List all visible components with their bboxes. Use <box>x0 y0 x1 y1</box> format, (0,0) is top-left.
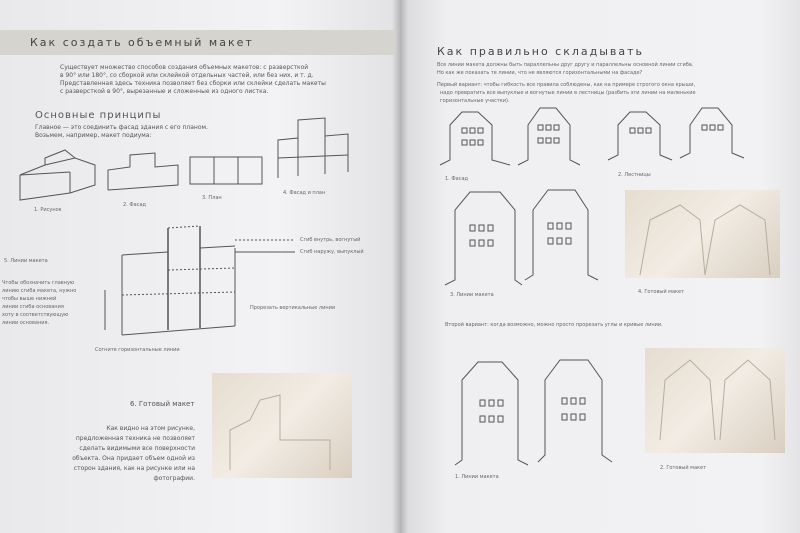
right-page-title: Как правильно складывать <box>437 45 645 58</box>
fig5-model-lines-drawing <box>105 226 295 335</box>
caption-fig6: 6. Готовый макет <box>130 400 195 408</box>
closing-text-6: фотографии. <box>153 475 195 482</box>
fold-text-4: линии сгиба основания <box>2 304 64 310</box>
caption-fig4: 4. Фасад и план <box>283 190 326 196</box>
closing-text-3: сделать видимыми все поверхности <box>79 445 195 452</box>
caption-fig1: 1. Рисунок <box>34 207 62 213</box>
caption-fig5: 5. Линии макета <box>4 258 48 264</box>
caption-r2: 2. Лестницы <box>618 172 651 178</box>
right-intro-2: Но как же показать те линии, что не являются горизонтальными на фасаде? <box>437 70 643 76</box>
right-intro-1: Все линии макета должны быть параллельны друг другу и параллельны основной линии сгиба. <box>437 62 694 68</box>
caption-r5: 1. Линии макета <box>455 474 499 480</box>
r-fig1-facade-drawing <box>440 108 580 165</box>
closing-text-2: предложенная техника не позволяет <box>75 435 195 442</box>
caption-r4: 4. Готовый макет <box>638 289 685 295</box>
legend-cut-vertical: Прорезать вертикальные линии <box>250 305 336 311</box>
left-intro-line-4: с разверсткой в 90°, вырезанные и сложенные из одного листка. <box>60 88 269 95</box>
left-intro-line-1: Существует множество способов создания объемных макетов: с разверсткой <box>60 64 309 71</box>
caption-fig3: 3. План <box>202 195 222 201</box>
variant1-line-1: Первый вариант: чтобы гибкость все правила соблюдены, как на примере строгого окна крыши, <box>437 82 696 88</box>
closing-text-4: объекта. Она придает объем одной из <box>72 455 195 462</box>
fold-text-5: хоту в соответствующую <box>2 312 69 318</box>
fold-text-2: линию сгиба макета, нужно <box>2 288 77 294</box>
fold-text-6: линии основания. <box>2 320 50 326</box>
fold-text-1: Чтобы обозначить главную <box>2 280 75 286</box>
section-text-2: Возьмем, например, макет подиума: <box>35 132 152 139</box>
fig3-plan-drawing <box>190 157 262 184</box>
r-fig3-model-lines-drawing <box>445 190 598 285</box>
caption-r3: 3. Линии макета <box>450 292 494 298</box>
legend-fold-horizontal: Согните горизонтальные линии <box>95 347 180 353</box>
legend-fold-out: Сгиб наружу, выпуклый <box>300 249 364 255</box>
closing-text-1: Как видно на этом рисунке, <box>106 425 195 432</box>
fold-text-3: чтобы выше нижней <box>2 296 57 302</box>
variant1-line-2: надо превратить все выпуклые и вогнутые линии в лестницы (разбить эти линии на маленькие <box>440 90 696 96</box>
fig4-facade-plan-drawing <box>278 118 348 178</box>
r-fig5-model-lines-drawing <box>455 360 612 465</box>
variant1-line-3: горизонтальные участки). <box>440 98 510 104</box>
fig2-facade-drawing <box>108 153 178 190</box>
fig1-isometric-drawing <box>20 150 95 200</box>
left-intro-line-3: Представленная здесь техника позволяет без сборки или склейки сделать макеты <box>60 80 326 87</box>
r-fig2-stairs-drawing <box>608 108 744 160</box>
left-page-title: Как создать объемный макет <box>30 36 254 49</box>
variant2-text: Второй вариант: когда возможно, можно просто прорезать углы и кривые линии. <box>445 322 663 328</box>
caption-fig2: 2. Фасад <box>123 202 146 208</box>
legend-fold-in: Сгиб внутрь, вогнутый <box>300 237 361 243</box>
caption-r6: 2. Готовый макет <box>660 465 707 471</box>
caption-r1: 1. Фасад <box>445 176 468 182</box>
section-text-1: Главное — это соединить фасад здания с его планом. <box>35 124 208 131</box>
left-intro-line-2: в 90° или 180°, со сборкой или склейкой отдельных частей, или без них, и т. д. <box>60 72 314 79</box>
closing-text-5: сторон здания, как на рисунке или на <box>73 465 195 472</box>
section-title: Основные принципы <box>35 110 162 121</box>
photo-building-shapes <box>230 205 775 470</box>
